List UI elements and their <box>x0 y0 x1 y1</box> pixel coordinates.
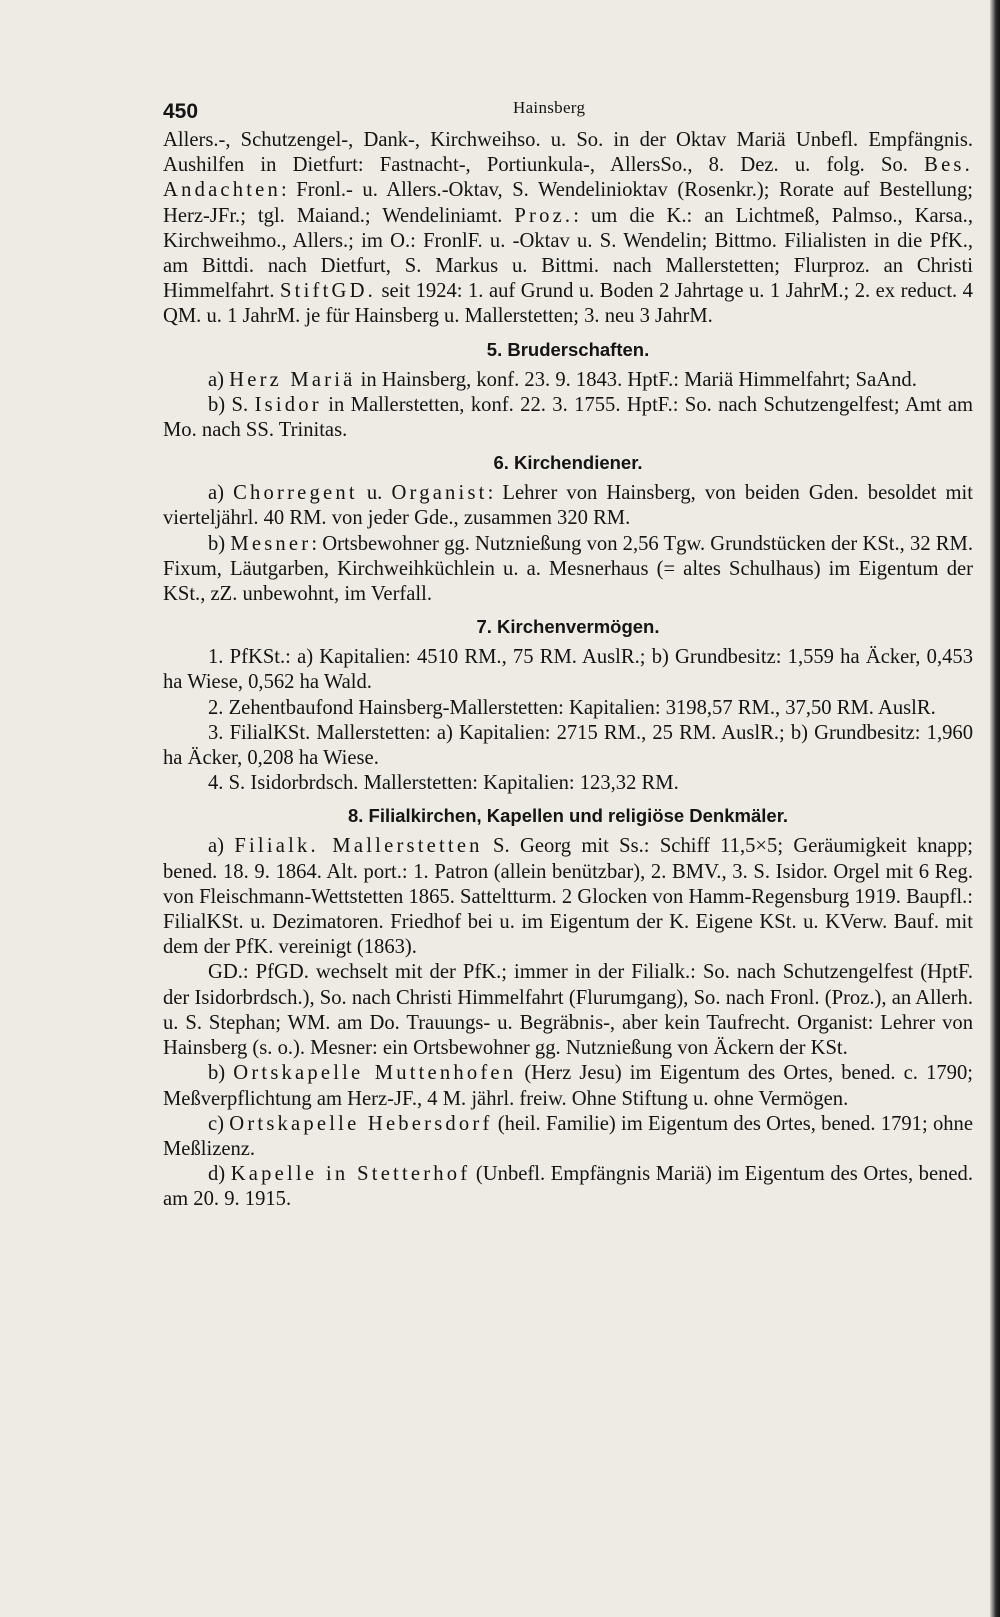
s8-item-d <box>163 1162 973 1212</box>
intro-text-1: Allers.-, Schutzengel-, Dank-, Kirchweihso. u. So. in der Oktav Mariä Unbefl. Empfängnis. Aushilfen in Dietfurt: Fastnacht-, Portiunkula-, AllersSo., 8. Dez. u. folg. So. <box>163 129 973 177</box>
page-edge-shadow <box>990 0 1000 1617</box>
s6-a-prefix: a) <box>208 482 234 505</box>
intro-text-2: : Fronl.- u. Allers.-Oktav, S. Wendelinioktav (Rosenkr.); Rorate auf Bestellung; Herz-JFr.; tgl. Maiand.; Wendeliniamt. <box>163 179 973 227</box>
section-8-heading: 8. Filialkirchen, Kapellen und religiöse Denkmäler. <box>347 805 789 827</box>
s7-item-2: 2. Zehentbaufond Hainsberg-Mallerstetten: Kapitalien: 3198,57 RM., 37,50 RM. AuslR. <box>208 696 936 719</box>
s8-b-name: Ortskapelle Muttenhofen <box>233 1062 517 1085</box>
s8-b-prefix: b) <box>208 1062 234 1085</box>
s5-b-text: in Mallerstetten, konf. 22. 3. 1755. HptF.: So. nach Schutzengelfest; Amt am Mo. nach SS. Trinitas. <box>163 393 974 442</box>
s6-b-name: Mesner <box>230 532 312 555</box>
s6-b-prefix: b) <box>208 532 231 555</box>
s8-c-prefix: c) <box>208 1112 230 1135</box>
s7-item-3: 3. FilialKSt. Mallerstetten: a) Kapitalien: 2715 RM., 25 RM. AuslR.; b) Grundbesitz: 1,960 ha Äcker, 0,208 ha Wiese. <box>163 721 973 770</box>
s8-c-text: (heil. Familie) im Eigentum des Ortes, bened. 1791; ohne Meßlizenz. <box>163 1112 973 1160</box>
s8-c-name: Ortskapelle Hebersdorf <box>229 1112 493 1135</box>
s8-d-name: Kapelle in Stetterhof <box>230 1163 471 1186</box>
s5-item-a <box>163 368 973 393</box>
s8-b-text: (Herz Jesu) im Eigentum des Ortes, bened. c. 1790; Meßverpflichtung am Herz-JF., 4 M. jährl. freiw. Ohne Stiftung u. ohne Vermögen. <box>163 1062 973 1110</box>
s6-item-a <box>163 481 973 531</box>
andachten-label: Bes. Andachten <box>163 154 973 202</box>
section-5-heading: 5. Bruderschaften. <box>486 338 650 360</box>
intro-text-4: seit 1924: 1. auf Grund u. Boden 2 Jahrtage u. 1 JahrM.; 2. ex reduct. 4 QM. u. 1 JahrM. je für Hainsberg u. Mallerstetten; 3. neu 3 JahrM. <box>163 280 973 328</box>
s8-gd-paragraph: GD.: PfGD. wechselt mit der PfK.; immer in der Filialk.: So. nach Schutzengelfest (HptF. der Isidorbrdsch.), So. nach Christi Himmelfahrt (Flurumgang), So. nach Fronl. (Proz.), an Allerh. u. S. Stephan; WM. am Do. Trauungs- u. Begräbnis-, aber kein Taufrecht. Organist: Lehrer von Hainsberg (s. o.). Mesner: ein Ortsbewohner gg. Nutznießung von Äckern der KSt. <box>163 961 973 1060</box>
section-7-heading: 7. Kirchenvermögen. <box>476 616 660 638</box>
proz-label: Proz. <box>514 204 574 227</box>
s7-item-4: 4. S. Isidorbrdsch. Mallerstetten: Kapitalien: 123,32 RM. <box>208 772 679 795</box>
s8-item-c <box>163 1112 973 1162</box>
s5-item-b <box>163 393 973 443</box>
s8-item-a <box>163 834 973 960</box>
s6-a-name-1: Chorregent <box>233 482 358 505</box>
text-column <box>163 94 973 1213</box>
s8-item-b <box>163 1061 973 1111</box>
running-head <box>163 94 973 128</box>
stiftgd-label: StiftGD. <box>280 280 376 303</box>
s6-b-text: : Ortsbewohner gg. Nutznießung von 2,56 Tgw. Grundstücken der KSt., 32 RM. Fixum, Läutgarben, Kirchweihküchlein u. a. Mesnerhaus (= altes Schulhaus) im Eigentum der KSt., zZ. unbewohnt, im Verfall. <box>163 532 973 606</box>
s7-item-1: 1. PfKSt.: a) Kapitalien: 4510 RM., 75 RM. AuslR.; b) Grundbesitz: 1,559 ha Äcker, 0,453 ha Wiese, 0,562 ha Wald. <box>163 646 973 694</box>
intro-paragraph <box>163 128 973 330</box>
section-6-heading: 6. Kirchendiener. <box>493 452 643 474</box>
s5-a-prefix: a) <box>208 368 230 391</box>
page-number: 450 <box>163 100 199 123</box>
intro-text-3: : um die K.: an Lichtmeß, Palmso., Karsa., Kirchweihmo., Allers.; im O.: FronlF. u. -Oktav u. S. Wendelin; Bittmo. Filialisten in die PfK., am Bittdi. nach Dietfurt, S. Markus u. Bittmi. nach Mallerstetten; Flurproz. an Christi Himmelfahrt. <box>163 204 973 303</box>
s8-d-prefix: d) <box>208 1163 231 1186</box>
s5-a-name: Herz Mariä <box>229 368 356 391</box>
s8-a-prefix: a) <box>208 835 235 858</box>
s8-a-text: S. Georg mit Ss.: Schiff 11,5×5; Geräumigkeit knapp; bened. 18. 9. 1864. Alt. port.: 1. Patron (allein benützbar), 2. BMV., 3. S. Isidor. Orgel mit 6 Reg. von Fleischmann-Wettstetten 1865. Satteltturm. 2 Glocken von Hamm-Regensburg 1919. Baupfl.: FilialKSt. u. Dezimatoren. Friedhof bei u. im Eigentum der K. Eigene KSt. u. KVerw. Bauf. mit dem der PfK. vereinigt (1863). <box>163 835 974 959</box>
s5-b-name: Isidor <box>254 393 322 416</box>
s8-d-text: (Unbefl. Empfängnis Mariä) im Eigentum des Ortes, bened. am 20. 9. 1915. <box>163 1163 973 1211</box>
s6-a-name-2: Organist <box>391 482 488 505</box>
s6-a-text: : Lehrer von Hainsberg, von beiden Gden. besoldet mit vierteljährl. 40 RM. von jeder Gde., zusammen 320 RM. <box>163 482 973 530</box>
s6-item-b <box>163 532 973 608</box>
s6-a-mid: u. <box>357 482 392 505</box>
s5-a-text: in Hainsberg, konf. 23. 9. 1843. HptF.: Mariä Himmelfahrt; SaAnd. <box>355 368 917 391</box>
s5-b-prefix: b) S. <box>208 393 255 416</box>
s8-a-name: Filialk. Mallerstetten <box>234 835 483 858</box>
running-title: Hainsberg <box>513 98 586 117</box>
